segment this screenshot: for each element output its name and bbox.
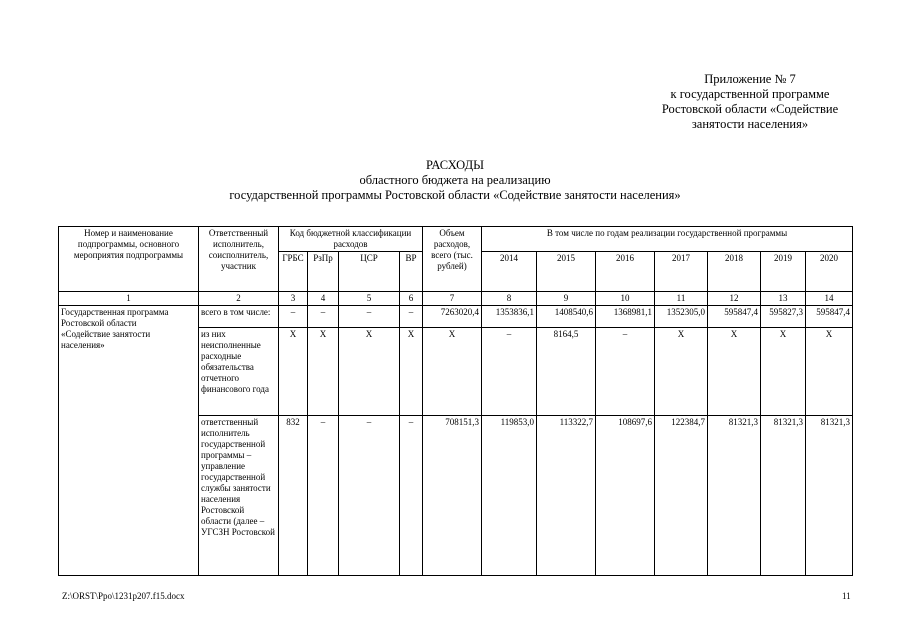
header-year: 2017 bbox=[655, 252, 708, 292]
heading-title: РАСХОДЫ bbox=[426, 158, 484, 172]
year-cell: 595847,4 bbox=[708, 306, 761, 328]
column-number: 2 bbox=[199, 292, 279, 306]
year-cell: 1368981,1 bbox=[596, 306, 655, 328]
column-number: 12 bbox=[708, 292, 761, 306]
column-number: 6 bbox=[400, 292, 423, 306]
column-number: 3 bbox=[279, 292, 308, 306]
header-year: 2020 bbox=[806, 252, 853, 292]
total-cell: 7263020,4 bbox=[423, 306, 482, 328]
page-number: 11 bbox=[842, 591, 851, 601]
program-name-cell bbox=[59, 306, 199, 576]
header-grbs: ГРБС bbox=[279, 252, 308, 292]
column-number: 13 bbox=[761, 292, 806, 306]
vr-cell: Х bbox=[400, 328, 423, 416]
expenses-table bbox=[58, 226, 853, 576]
column-number: 11 bbox=[655, 292, 708, 306]
year-cell: 81321,3 bbox=[708, 416, 761, 576]
year-cell: – bbox=[596, 328, 655, 416]
grbs-cell: – bbox=[279, 306, 308, 328]
csr-cell: – bbox=[339, 416, 400, 576]
column-number: 9 bbox=[537, 292, 596, 306]
program-name-line: Государственная программа Ростовской области bbox=[61, 307, 169, 328]
rzpr-cell: – bbox=[308, 416, 339, 576]
year-cell: Х bbox=[708, 328, 761, 416]
header-csr: ЦСР bbox=[339, 252, 400, 292]
header-vr: ВР bbox=[400, 252, 423, 292]
appendix-block bbox=[600, 72, 900, 132]
year-cell: 122384,7 bbox=[655, 416, 708, 576]
total-cell: 708151,3 bbox=[423, 416, 482, 576]
year-cell: 8164,5 bbox=[537, 328, 596, 416]
document-heading bbox=[58, 158, 852, 203]
year-cell: Х bbox=[655, 328, 708, 416]
vr-cell: – bbox=[400, 306, 423, 328]
year-cell: Х bbox=[806, 328, 853, 416]
year-cell: 81321,3 bbox=[761, 416, 806, 576]
header-rzpr: РзПр bbox=[308, 252, 339, 292]
column-number: 8 bbox=[482, 292, 537, 306]
year-cell: 595827,3 bbox=[761, 306, 806, 328]
column-number: 1 bbox=[59, 292, 199, 306]
header-total: Объем расходов, всего (тыс. рублей) bbox=[423, 227, 482, 292]
column-number: 14 bbox=[806, 292, 853, 306]
grbs-cell: 832 bbox=[279, 416, 308, 576]
header-budget-code: Код бюджетной классификации расходов bbox=[279, 227, 423, 252]
column-number: 10 bbox=[596, 292, 655, 306]
column-number: 5 bbox=[339, 292, 400, 306]
header-year: 2016 bbox=[596, 252, 655, 292]
appendix-line: занятости населения» bbox=[691, 117, 809, 131]
column-number-row bbox=[59, 292, 853, 306]
header-year: 2019 bbox=[761, 252, 806, 292]
year-cell: 81321,3 bbox=[806, 416, 853, 576]
grbs-cell: Х bbox=[279, 328, 308, 416]
header-by-years: В том числе по годам реализации государственной программы bbox=[482, 227, 853, 252]
executor-cell: из них неисполненные расходные обязательства отчетного финансового года bbox=[199, 328, 279, 416]
heading-line: областного бюджета на реализацию bbox=[359, 173, 551, 187]
year-cell: – bbox=[482, 328, 537, 416]
executor-cell: ответственный исполнитель государственной программы – управление государственной службы занятости населения Ростовской области (далее – УГСЗН Ростовской bbox=[199, 416, 279, 576]
column-number: 4 bbox=[308, 292, 339, 306]
heading-line: государственной программы Ростовской области «Содействие занятости населения» bbox=[229, 188, 681, 202]
header-executor: Ответственный исполнитель, соисполнитель, участник bbox=[199, 227, 279, 292]
year-cell: 119853,0 bbox=[482, 416, 537, 576]
header-year: 2018 bbox=[708, 252, 761, 292]
vr-cell: – bbox=[400, 416, 423, 576]
rzpr-cell: Х bbox=[308, 328, 339, 416]
year-cell: 1352305,0 bbox=[655, 306, 708, 328]
appendix-line: Приложение № 7 bbox=[704, 72, 796, 86]
year-cell: Х bbox=[761, 328, 806, 416]
year-cell: 113322,7 bbox=[537, 416, 596, 576]
program-name-line: «Содействие занятости населения» bbox=[61, 329, 151, 350]
total-cell: Х bbox=[423, 328, 482, 416]
appendix-line: Ростовской области «Содействие bbox=[661, 102, 839, 116]
column-number: 7 bbox=[423, 292, 482, 306]
year-cell: 1353836,1 bbox=[482, 306, 537, 328]
table-row bbox=[59, 306, 853, 328]
year-cell: 1408540,6 bbox=[537, 306, 596, 328]
rzpr-cell: – bbox=[308, 306, 339, 328]
year-cell: 595847,4 bbox=[806, 306, 853, 328]
csr-cell: Х bbox=[339, 328, 400, 416]
year-cell: 108697,6 bbox=[596, 416, 655, 576]
executor-cell: всего в том числе: bbox=[199, 306, 279, 328]
file-path: Z:\ORST\Ppo\1231p207.f15.docx bbox=[62, 591, 185, 601]
header-year: 2015 bbox=[537, 252, 596, 292]
header-name: Номер и наименование подпрограммы, основного мероприятия подпрограммы bbox=[59, 227, 199, 292]
csr-cell: – bbox=[339, 306, 400, 328]
appendix-line: к государственной программе bbox=[670, 87, 830, 101]
header-year: 2014 bbox=[482, 252, 537, 292]
